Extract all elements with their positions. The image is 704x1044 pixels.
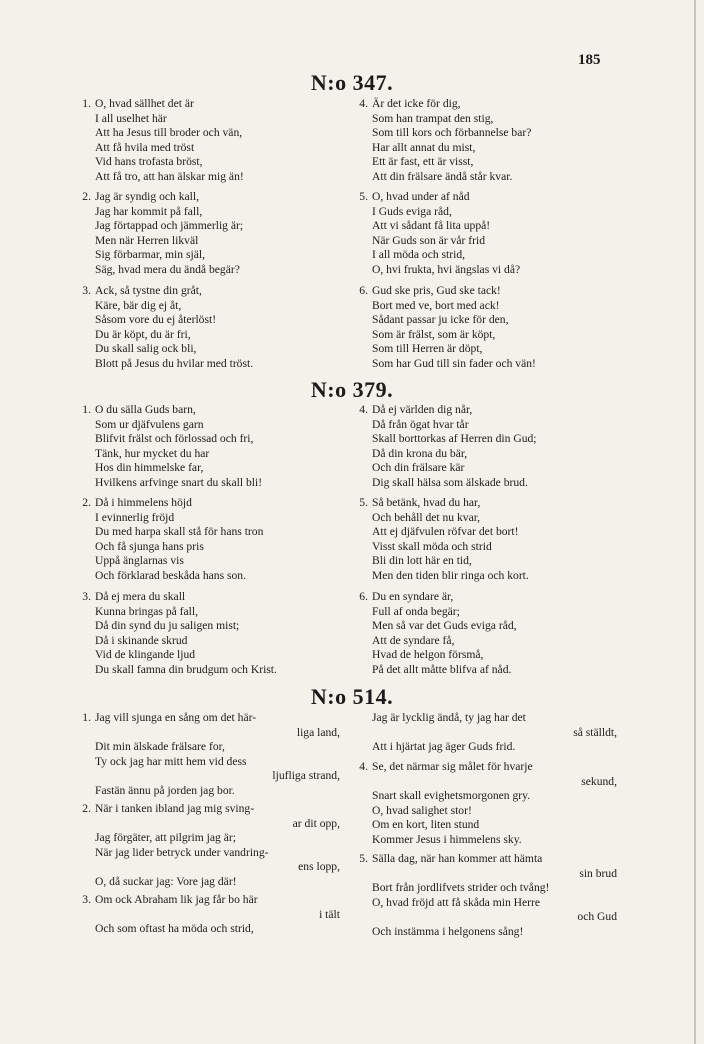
hymn-title-514: N:o 514. xyxy=(310,684,394,709)
verse-number: 5. xyxy=(359,852,368,865)
hymn-514-verse-2 xyxy=(82,802,350,890)
verse-line: Kommer Jesus i himmelens sky. xyxy=(372,832,522,846)
verse-line: Om en kort, liten stund xyxy=(372,818,480,832)
verse-line: Är det icke för dig, xyxy=(372,97,461,110)
hymn-347-verse-2 xyxy=(82,190,244,278)
verse-number: 4. xyxy=(359,97,368,110)
hymn-379-verse-2 xyxy=(82,496,264,584)
verse-line: Att din frälsare ändå står kvar. xyxy=(372,169,513,183)
verse-line: Och din frälsare kär xyxy=(372,461,465,475)
hymn-379-verse-5 xyxy=(359,496,529,584)
verse-line: Dig skall hälsa som älskade brud. xyxy=(372,475,528,489)
verse-line: Snart skall evighetsmorgonen gry. xyxy=(372,789,531,803)
verse-line: ljufliga strand, xyxy=(272,769,340,783)
verse-line: Bort från jordlifvets strider och tvång! xyxy=(372,881,550,895)
verse-line: O, hvi frukta, hvi ängslas vi då? xyxy=(372,262,521,276)
hymn-347-verse-3 xyxy=(82,284,254,372)
verse-line: Visst skall möda och strid xyxy=(372,539,492,553)
verse-line: Som har Gud till sin fader och vän! xyxy=(372,356,536,370)
verse-line: Sådant passar ju icke för den, xyxy=(372,313,509,327)
hymn-347-verse-4 xyxy=(359,97,532,185)
verse-line: Blott på Jesus du hvilar med tröst. xyxy=(95,356,254,370)
verse-line: Du en syndare är, xyxy=(372,590,454,603)
verse-line: Då i skinande skrud xyxy=(95,633,188,647)
verse-line: O, hvad sällhet det är xyxy=(95,97,194,110)
verse-line: Som till Herren är döpt, xyxy=(372,342,483,356)
verse-line: Har allt annat du mist, xyxy=(372,140,476,154)
verse-line: På det allt måtte blifva af nåd. xyxy=(372,662,512,676)
verse-line: Som till kors och förbannelse bar? xyxy=(372,126,532,140)
verse-line: Såsom vore du ej återlöst! xyxy=(95,313,217,327)
verse-line: så ställdt, xyxy=(573,725,617,739)
verse-line: I all uselhet här xyxy=(95,111,167,125)
verse-line: Och behåll det nu kvar, xyxy=(372,510,481,524)
hymn-347-verse-1 xyxy=(82,97,244,185)
hymn-title-347: N:o 347. xyxy=(310,70,394,95)
verse-line: Och få sjunga hans pris xyxy=(95,539,204,553)
verse-line: O du sälla Guds barn, xyxy=(95,403,196,416)
verse-line: Vid hans trofasta bröst, xyxy=(95,155,203,169)
verse-line: Men när Herren likväl xyxy=(95,233,199,247)
verse-line: Då din krona du bär, xyxy=(372,446,468,460)
verse-line: Att de syndare få, xyxy=(372,633,455,647)
verse-line: Jag förtappad och jämmerlig är; xyxy=(95,219,244,233)
verse-line: Då ej världen dig når, xyxy=(372,403,473,416)
verse-line: Ty ock jag har mitt hem vid dess xyxy=(95,754,247,768)
verse-line: Jag förgäter, att pilgrim jag är; xyxy=(95,831,236,845)
verse-line: Som är frälst, som är köpt, xyxy=(372,327,496,341)
verse-line: Som ur djäfvulens garn xyxy=(95,417,204,431)
verse-number: 4. xyxy=(359,403,368,416)
verse-number: 3. xyxy=(82,893,91,906)
verse-line: Men den tiden blir ringa och kort. xyxy=(372,568,529,582)
verse-number: 3. xyxy=(82,284,91,297)
verse-line: sin brud xyxy=(579,866,617,880)
verse-line: Då i himmelens höjd xyxy=(95,496,192,509)
verse-number: 2. xyxy=(82,496,91,509)
verse-line: Kunna bringas på fall, xyxy=(95,604,199,618)
verse-line: Dit min älskade frälsare for, xyxy=(95,740,225,754)
verse-line: Och förklarad beskåda hans son. xyxy=(95,568,246,582)
verse-line: Jag vill sjunga en sång om det här- xyxy=(95,711,257,724)
verse-line: Fastän ännu på jorden jag bor. xyxy=(95,783,235,797)
verse-line: Bli din lott här en tid, xyxy=(372,554,472,568)
hymn-514-verse-3-continued xyxy=(372,711,627,755)
verse-line: Käre, bär dig ej åt, xyxy=(95,298,182,312)
verse-line: ens lopp, xyxy=(298,860,340,874)
verse-line: Hvad de helgon försmå, xyxy=(372,648,484,662)
verse-line: Du skall salig ock bli, xyxy=(95,342,197,356)
verse-number: 3. xyxy=(82,590,91,603)
hymn-347-verse-5 xyxy=(359,190,521,278)
page-edge xyxy=(694,0,696,1044)
verse-number: 2. xyxy=(82,802,91,815)
verse-line: I evinnerlig fröjd xyxy=(95,510,175,524)
verse-line: Bort med ve, bort med ack! xyxy=(372,298,500,312)
verse-line: Att vi sådant få lita uppå! xyxy=(372,219,491,233)
verse-line: i tält xyxy=(319,907,340,921)
hymn-379-verse-6 xyxy=(359,590,517,678)
verse-line: Sig förbarmar, min själ, xyxy=(95,248,205,262)
hymn-379-verse-1 xyxy=(82,403,263,491)
verse-line: Jag har kommit på fall, xyxy=(95,204,203,218)
verse-line: Som han trampat den stig, xyxy=(372,111,494,125)
verse-line: Och instämma i helgonens sång! xyxy=(372,924,524,938)
verse-line: Så betänk, hvad du har, xyxy=(372,496,481,509)
verse-line: Uppå änglarnas vis xyxy=(95,554,184,568)
verse-line: Du med harpa skall stå för hans tron xyxy=(95,525,264,539)
verse-line: Jag är syndig och kall, xyxy=(95,190,199,203)
hymn-347-verse-6 xyxy=(359,284,536,372)
verse-number: 1. xyxy=(82,711,91,724)
verse-line: Gud ske pris, Gud ske tack! xyxy=(372,284,501,297)
hymn-title-379: N:o 379. xyxy=(310,377,394,402)
verse-line: Sälla dag, när han kommer att hämta xyxy=(372,852,543,865)
verse-line: Hos din himmelske far, xyxy=(95,461,204,475)
page-number: 185 xyxy=(578,52,601,68)
verse-line: Att få tro, att han älskar mig än! xyxy=(95,169,244,183)
verse-line: Tänk, hur mycket du har xyxy=(95,446,210,460)
verse-line: Då din synd du ju saligen mist; xyxy=(95,619,240,633)
verse-line: Då från ögat hvar tår xyxy=(372,417,469,431)
verse-line: Jag är lycklig ändå, ty jag har det xyxy=(372,711,526,724)
verse-line: När i tanken ibland jag mig sving- xyxy=(95,802,255,815)
verse-line: Om ock Abraham lik jag får bo här xyxy=(95,893,258,906)
verse-line: Men så var det Guds eviga råd, xyxy=(372,619,517,633)
verse-line: Du är köpt, du är fri, xyxy=(95,327,191,341)
hymn-514-verse-4 xyxy=(359,760,627,848)
hymn-514-verse-3 xyxy=(82,893,350,937)
verse-line: Ack, så tystne din gråt, xyxy=(95,284,202,297)
hymn-514-verse-1 xyxy=(82,711,350,799)
verse-line: I Guds eviga råd, xyxy=(372,204,452,218)
verse-line: Skall borttorkas af Herren din Gud; xyxy=(372,432,537,446)
verse-number: 6. xyxy=(359,284,368,297)
verse-number: 4. xyxy=(359,760,368,773)
verse-number: 6. xyxy=(359,590,368,603)
verse-line: Att få hvila med tröst xyxy=(95,140,195,154)
verse-line: O, hvad salighet stor! xyxy=(372,803,472,817)
verse-line: Blifvit frälst och förlossad och fri, xyxy=(95,432,254,446)
verse-line: Då ej mera du skall xyxy=(95,590,186,603)
verse-line: O, hvad fröjd att få skåda min Herre xyxy=(372,895,541,909)
verse-line: Hvilkens arfvinge snart du skall bli! xyxy=(95,475,263,489)
verse-number: 1. xyxy=(82,403,91,416)
verse-line: liga land, xyxy=(296,725,340,739)
verse-line: Full af onda begär; xyxy=(372,604,460,618)
verse-line: Vid de klingande ljud xyxy=(95,648,196,662)
verse-line: Och som oftast ha möda och strid, xyxy=(95,922,254,936)
verse-line: Att ej djäfvulen röfvar det bort! xyxy=(372,525,519,539)
verse-number: 5. xyxy=(359,190,368,203)
verse-number: 1. xyxy=(82,97,91,110)
hymn-379-verse-3 xyxy=(82,590,277,678)
verse-line: sekund, xyxy=(581,774,617,788)
verse-line: När jag lider betryck under vandring- xyxy=(95,845,269,859)
verse-line: Säg, hvad mera du ändå begär? xyxy=(95,262,240,276)
hymn-514-verse-5 xyxy=(359,852,627,940)
verse-line: Du skall famna din brudgum och Krist. xyxy=(95,662,277,676)
verse-line: Ett är fast, ett är visst, xyxy=(372,155,474,169)
verse-number: 2. xyxy=(82,190,91,203)
verse-line: O, hvad under af nåd xyxy=(372,190,470,203)
verse-number: 5. xyxy=(359,496,368,509)
hymn-379-verse-4 xyxy=(359,403,537,491)
verse-line: Att i hjärtat jag äger Guds frid. xyxy=(372,740,516,754)
verse-line: När Guds son är vår frid xyxy=(372,233,486,247)
verse-line: Se, det närmar sig målet för hvarje xyxy=(372,760,533,773)
verse-line: O, då suckar jag: Vore jag där! xyxy=(95,874,237,888)
verse-line: ar dit opp, xyxy=(292,816,340,830)
verse-line: Att ha Jesus till broder och vän, xyxy=(95,126,243,140)
verse-line: och Gud xyxy=(577,910,617,924)
verse-line: I all möda och strid, xyxy=(372,248,466,262)
